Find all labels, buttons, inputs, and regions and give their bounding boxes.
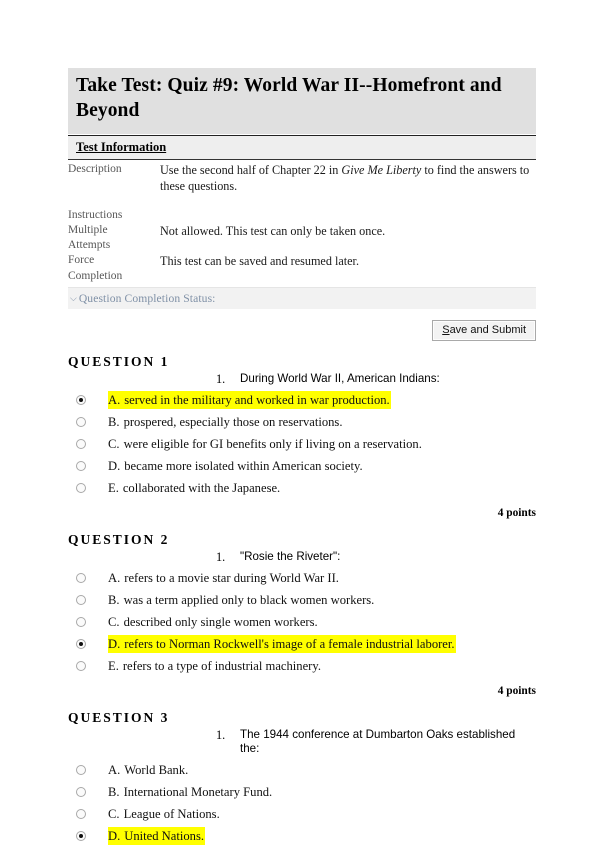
answer-option-row[interactable] bbox=[68, 391, 536, 412]
test-information-table bbox=[68, 162, 536, 284]
question-stem-number: 1. bbox=[216, 549, 226, 564]
submit-label-rest: ave and Submit bbox=[449, 323, 526, 336]
answer-option-letter: D. bbox=[108, 458, 121, 473]
chevron-down-icon[interactable]: ⌵ bbox=[70, 292, 77, 303]
radio-button-c[interactable] bbox=[76, 439, 86, 449]
radio-button-d[interactable] bbox=[76, 831, 86, 841]
question-stem-text: During World War II, American Indians: bbox=[240, 371, 440, 385]
radio-button-b[interactable] bbox=[76, 595, 86, 605]
submit-toolbar bbox=[68, 320, 536, 341]
row-value-instructions bbox=[160, 208, 536, 223]
answer-option-letter: E. bbox=[108, 480, 119, 495]
answer-option-letter: C. bbox=[108, 614, 120, 629]
row-value-multiple-attempts: Not allowed. This test can only be taken once. bbox=[160, 224, 386, 239]
answer-option-body[interactable] bbox=[108, 457, 363, 475]
radio-button-b[interactable] bbox=[76, 417, 86, 427]
answer-option-row[interactable] bbox=[68, 435, 536, 456]
answer-option-row[interactable] bbox=[68, 761, 536, 782]
answer-option-text: were eligible for GI benefits only if living on a reservation. bbox=[123, 436, 422, 451]
answer-option-text: refers to Norman Rockwell's image of a female industrial laborer. bbox=[124, 636, 455, 651]
question-stem-number: 1. bbox=[216, 727, 226, 742]
answer-option-row[interactable] bbox=[68, 635, 536, 656]
answer-option-body[interactable] bbox=[108, 591, 374, 609]
answer-option-text: described only single women workers. bbox=[123, 614, 318, 629]
radio-button-c[interactable] bbox=[76, 809, 86, 819]
page-title-band bbox=[68, 68, 536, 134]
answer-option-row[interactable] bbox=[68, 613, 536, 634]
table-row-multiple-attempts bbox=[68, 223, 536, 253]
question-stem-number: 1. bbox=[216, 371, 226, 386]
radio-button-b[interactable] bbox=[76, 787, 86, 797]
description-text-post: to find the answers to these questions. bbox=[160, 162, 530, 194]
answer-option-row[interactable] bbox=[68, 479, 536, 500]
answer-option-letter: A. bbox=[108, 570, 121, 585]
description-text-pre: Use the second half of Chapter 22 in bbox=[160, 162, 342, 177]
label-line-2: Attempts bbox=[68, 239, 111, 252]
answer-option-row[interactable] bbox=[68, 413, 536, 434]
answer-option-text: refers to a movie star during World War II. bbox=[124, 570, 339, 585]
answer-option-row[interactable] bbox=[68, 569, 536, 590]
row-label-force-completion bbox=[68, 253, 160, 283]
question-heading: QUESTION 1 bbox=[68, 353, 170, 369]
question-points: 4 points bbox=[497, 506, 536, 519]
answer-option-letter: C. bbox=[108, 806, 120, 821]
answer-option-row[interactable] bbox=[68, 805, 536, 826]
row-label-instructions: Instructions bbox=[68, 208, 123, 221]
row-value-force-completion: This test can be saved and resumed later. bbox=[160, 254, 359, 269]
answer-option-row[interactable] bbox=[68, 457, 536, 478]
radio-button-d[interactable] bbox=[76, 639, 86, 649]
page-content bbox=[68, 68, 536, 849]
answer-option-row[interactable] bbox=[68, 827, 536, 848]
answer-option-body[interactable] bbox=[108, 569, 339, 587]
label-line-1: Multiple bbox=[68, 224, 108, 237]
question-stem-text: "Rosie the Riveter": bbox=[240, 549, 341, 563]
answer-option-text: United Nations. bbox=[124, 828, 205, 843]
question-completion-status-label: Question Completion Status: bbox=[78, 291, 216, 305]
radio-button-e[interactable] bbox=[76, 483, 86, 493]
page-title: Take Test: Quiz #9: World War II--Homefront and Beyond bbox=[76, 75, 502, 121]
answer-option-text: served in the military and worked in war production. bbox=[124, 392, 390, 407]
label-line-1: Force bbox=[68, 254, 95, 267]
question-stem-row bbox=[216, 372, 536, 387]
answer-option-body[interactable] bbox=[108, 635, 456, 653]
radio-button-e[interactable] bbox=[76, 661, 86, 671]
answer-option-body[interactable] bbox=[108, 413, 342, 431]
answer-option-letter: C. bbox=[108, 436, 120, 451]
answer-option-body[interactable] bbox=[108, 805, 220, 823]
answer-option-body[interactable] bbox=[108, 827, 205, 845]
answer-option-text: collaborated with the Japanese. bbox=[122, 480, 281, 495]
answer-option-body[interactable] bbox=[108, 761, 188, 779]
save-and-submit-button[interactable] bbox=[432, 320, 536, 341]
answer-option-row[interactable] bbox=[68, 783, 536, 804]
answer-option-body[interactable] bbox=[108, 435, 422, 453]
answer-option-text: prospered, especially those on reservations. bbox=[123, 414, 343, 429]
answer-option-letter: B. bbox=[108, 592, 120, 607]
question-block bbox=[68, 532, 536, 697]
answer-option-letter: B. bbox=[108, 414, 120, 429]
test-information-title: Test Information bbox=[76, 139, 167, 154]
table-row-spacer bbox=[68, 195, 536, 208]
label-line-2: Completion bbox=[68, 269, 123, 282]
radio-button-d[interactable] bbox=[76, 461, 86, 471]
answer-option-text: International Monetary Fund. bbox=[123, 784, 273, 799]
spacer-cell-right bbox=[160, 195, 536, 208]
question-stem-text: The 1944 conference at Dumbarton Oaks established the: bbox=[240, 727, 516, 756]
answer-option-text: World Bank. bbox=[124, 762, 189, 777]
test-information-divider bbox=[68, 159, 536, 160]
answer-option-text: League of Nations. bbox=[123, 806, 220, 821]
answer-option-letter: D. bbox=[108, 828, 121, 843]
row-label-description: Description bbox=[68, 162, 122, 175]
radio-button-c[interactable] bbox=[76, 617, 86, 627]
question-heading: QUESTION 3 bbox=[68, 709, 170, 725]
answer-option-letter: A. bbox=[108, 762, 121, 777]
answer-option-body[interactable] bbox=[108, 391, 391, 409]
answer-option-body[interactable] bbox=[108, 479, 280, 497]
answer-option-letter: A. bbox=[108, 392, 121, 407]
answer-option-letter: D. bbox=[108, 636, 121, 651]
answer-option-body[interactable] bbox=[108, 783, 272, 801]
table-row-description bbox=[68, 162, 536, 195]
question-points: 4 points bbox=[497, 684, 536, 697]
answer-option-body[interactable] bbox=[108, 657, 321, 675]
radio-button-a[interactable] bbox=[76, 395, 86, 405]
row-label-multiple-attempts bbox=[68, 223, 160, 253]
submit-accel-letter: S bbox=[442, 323, 450, 336]
radio-button-a[interactable] bbox=[76, 573, 86, 583]
question-heading: QUESTION 2 bbox=[68, 531, 170, 547]
table-row-force-completion bbox=[68, 253, 536, 283]
answer-option-letter: E. bbox=[108, 658, 119, 673]
spacer-cell-left bbox=[68, 195, 160, 208]
answer-option-body[interactable] bbox=[108, 613, 318, 631]
row-value-description bbox=[160, 162, 536, 195]
answer-option-text: refers to a type of industrial machinery. bbox=[122, 658, 322, 673]
answer-option-text: became more isolated within American society. bbox=[124, 458, 363, 473]
answer-option-text: was a term applied only to black women workers. bbox=[123, 592, 375, 607]
table-row-instructions bbox=[68, 208, 536, 223]
question-block bbox=[68, 710, 536, 848]
questions-container bbox=[68, 354, 536, 848]
question-block bbox=[68, 354, 536, 519]
radio-button-a[interactable] bbox=[76, 765, 86, 775]
description-book-title: Give Me Liberty bbox=[341, 162, 422, 177]
answer-option-row[interactable] bbox=[68, 657, 536, 678]
test-information-header bbox=[68, 136, 536, 159]
answer-option-letter: B. bbox=[108, 784, 120, 799]
question-stem-row bbox=[216, 550, 536, 565]
question-completion-status-bar[interactable] bbox=[68, 287, 536, 309]
question-stem-row bbox=[216, 728, 536, 757]
answer-option-row[interactable] bbox=[68, 591, 536, 612]
